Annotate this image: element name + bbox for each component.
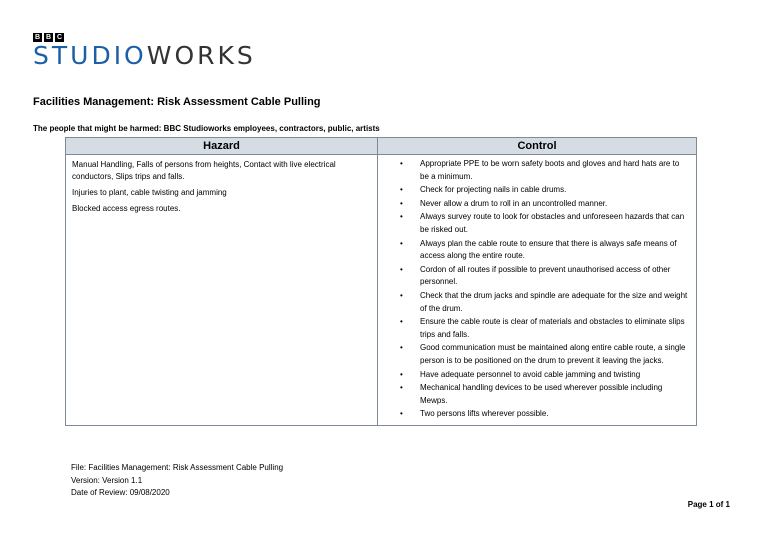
control-item: • Two persons lifts wherever possible.: [400, 408, 690, 421]
footer-review-date: Date of Review: 09/08/2020: [71, 488, 170, 497]
control-item: • Have adequate personnel to avoid cable jamming and twisting: [400, 369, 690, 382]
document-title: Facilities Management: Risk Assessment Cable Pulling: [33, 96, 321, 108]
hazard-item: Manual Handling, Falls of persons from heights, Contact with live electrical conductors, Slips trips and falls.: [72, 160, 336, 181]
bbc-block-b2: B: [45, 34, 52, 41]
control-item: • Never allow a drum to roll in an uncontrolled manner.: [400, 198, 690, 211]
control-list: [384, 158, 690, 421]
control-item: • Always survey route to look for obstacles and unforeseen hazards that can be risked out.: [400, 211, 690, 236]
wordmark-studio: STUDIO: [33, 41, 147, 70]
footer-file: File: Facilities Management: Risk Assessment Cable Pulling: [71, 463, 284, 472]
control-item: • Good communication must be maintained along entire cable route, a single person is to be positioned on the drum to prevent it leaving the jacks.: [400, 342, 690, 367]
wordmark-works: WORKS: [146, 41, 256, 70]
table-row: [66, 155, 697, 426]
people-harmed-line: The people that might be harmed: BBC Studioworks employees, contractors, public, artists: [33, 124, 380, 133]
control-item: • Always plan the cable route to ensure that there is always safe means of access along the entire route.: [400, 238, 690, 263]
bbc-studioworks-logo: [33, 33, 256, 68]
hazard-cell: [66, 155, 378, 426]
control-cell: [378, 155, 697, 426]
control-item: • Mechanical handling devices to be used wherever possible including Mewps.: [400, 382, 690, 407]
page-number: Page 1 of 1: [687, 500, 730, 509]
control-item: • Ensure the cable route is clear of materials and obstacles to eliminate slips trips and falls.: [400, 316, 690, 341]
footer-version: Version: Version 1.1: [71, 475, 143, 485]
table-header-row: [66, 138, 697, 155]
control-item: • Check for projecting nails in cable drums.: [400, 184, 690, 197]
control-item: • Appropriate PPE to be worn safety boots and gloves and hard hats are to be a minimum.: [400, 158, 690, 183]
bbc-block-b1: B: [34, 34, 41, 41]
hazard-item: Injuries to plant, cable twisting and jamming: [72, 188, 227, 197]
studioworks-wordmark: [33, 41, 256, 70]
risk-assessment-table: [65, 137, 697, 426]
hazard-header: Hazard: [66, 138, 378, 155]
bbc-block-c: C: [56, 34, 63, 41]
control-header: Control: [378, 138, 697, 155]
control-item: • Check that the drum jacks and spindle are adequate for the size and weight of the drum.: [400, 290, 690, 315]
document-footer: [71, 462, 283, 500]
hazard-item: Blocked access egress routes.: [72, 204, 181, 213]
control-item: • Cordon of all routes if possible to prevent unauthorised access of other personnel.: [400, 264, 690, 289]
